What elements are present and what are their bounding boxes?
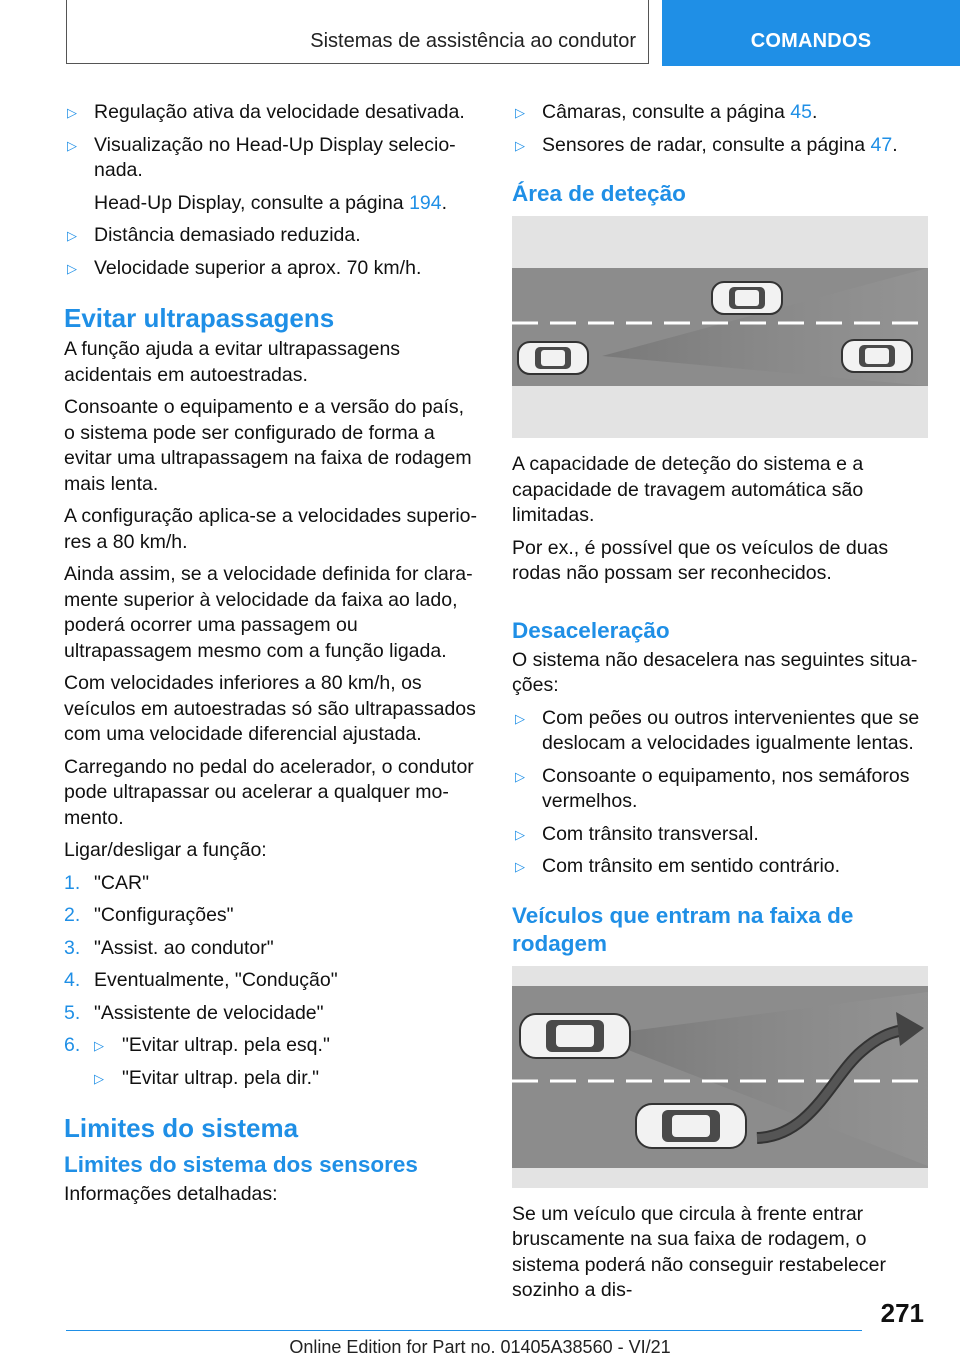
paragraph: Informações detalhadas: <box>64 1183 278 1205</box>
list-item <box>64 256 480 282</box>
paragraph: O sistema não desacelera nas seguintes situações: <box>512 648 918 696</box>
list-item <box>512 854 928 880</box>
paragraph: Consoante o equipamento e a versão do país, o sistema pode ser configurado de forma a evitar uma ultrapassagem na faixa de rodagem mais lenta. <box>64 396 472 495</box>
triangle-bullet-icon: ▷ <box>67 260 77 276</box>
triangle-bullet-icon: ▷ <box>67 105 77 120</box>
footer-divider <box>66 1330 862 1331</box>
car-icon <box>520 1014 630 1058</box>
step-number: 2. <box>64 904 81 926</box>
header-section-tab <box>662 0 960 66</box>
heading-limites-sistema: Limites do sistema <box>64 1113 299 1143</box>
triangle-bullet-icon: ▷ <box>515 768 525 784</box>
car-icon <box>518 342 588 374</box>
step-number: 5. <box>64 1001 81 1024</box>
triangle-bullet-icon: ▷ <box>515 826 525 842</box>
list-item-text: Distância demasiado reduzida. <box>94 224 361 246</box>
step-item <box>64 936 480 962</box>
nested-list-item <box>64 1066 480 1092</box>
nested-list-item <box>94 1033 480 1059</box>
list-item <box>64 223 480 249</box>
page-link[interactable]: 47 <box>870 133 893 156</box>
list-item <box>512 133 928 159</box>
list-item-text: Câmaras, consulte a página 45. <box>542 101 818 123</box>
heading-limites-sensores: Limites do sistema dos sensores <box>64 1152 418 1177</box>
triangle-bullet-icon: ▷ <box>94 1070 104 1086</box>
detection-area-illustration <box>512 216 928 438</box>
step-text: "Configurações" <box>94 904 234 926</box>
paragraph: A configuração aplica-se a velocidades superiores a 80 km/h. <box>64 505 478 553</box>
heading-evitar-ultrapassagens: Evitar ultrapassagens <box>64 303 335 333</box>
triangle-bullet-icon: ▷ <box>515 105 525 120</box>
list-item-text: Com trânsito em sentido contrário. <box>542 855 841 877</box>
cut-in-illustration <box>512 966 928 1188</box>
step-number: 3. <box>64 936 81 959</box>
triangle-bullet-icon: ▷ <box>94 1038 104 1053</box>
step-item <box>64 871 480 897</box>
paragraph: Com velocidades inferiores a 80 km/h, os veículos em autoestradas só são ultrapassados com uma velocidade diferencial ajustada. <box>64 672 476 745</box>
step-item <box>64 1033 480 1059</box>
cut-in-drawing <box>512 966 928 1188</box>
paragraph: Por ex., é possível que os veículos de duas rodas não possam ser reconhecidos. <box>512 536 889 584</box>
cross-reference: Head-Up Display, consulte a página 194. <box>94 191 448 214</box>
list-item-text: Com trânsito transversal. <box>542 822 759 845</box>
step-item <box>64 968 480 994</box>
car-icon <box>842 340 912 372</box>
paragraph: A função ajuda a evitar ultrapassagens acidentais em autoestradas. <box>64 338 401 386</box>
right-column <box>512 100 928 1311</box>
page-link[interactable]: 194 <box>409 191 442 214</box>
triangle-bullet-icon: ▷ <box>515 859 525 874</box>
heading-area-detecao: Área de deteção <box>512 181 686 206</box>
list-item-text: Regulação ativa da velocidade desativada. <box>94 101 465 123</box>
list-item-text: Consoante o equipamento, nos semáforos vermelhos. <box>542 764 910 812</box>
list-item <box>512 764 928 815</box>
paragraph: A capacidade de deteção do sistema e a capacidade de travagem automática são limitadas. <box>512 453 864 526</box>
chapter-title: Sistemas de assistência ao condutor <box>310 30 636 52</box>
step-item <box>64 1001 480 1027</box>
paragraph: Ligar/desligar a função: <box>64 839 267 861</box>
list-item <box>512 822 928 848</box>
step-number: 6. <box>64 1034 81 1056</box>
left-column <box>64 100 480 1215</box>
list-item <box>512 100 928 126</box>
heading-desaceleracao: Desaceleração <box>512 617 670 643</box>
list-item <box>64 100 480 126</box>
list-item-text: Com peões ou outros intervenientes que se deslocam a velocidades igualmente lentas. <box>542 706 920 754</box>
detection-area-drawing <box>512 216 928 438</box>
car-icon <box>712 282 782 314</box>
paragraph: Ainda assim, se a velocidade definida for claramente superior à velocidade da faixa ao lado, poderá ocorrer uma passagem ou ultrapassagem mesmo com a função ligada. <box>64 563 473 662</box>
step-number: 4. <box>64 969 81 991</box>
list-item <box>512 706 928 757</box>
triangle-bullet-icon: ▷ <box>67 137 77 153</box>
header-chapter-box <box>66 0 649 64</box>
triangle-bullet-icon: ▷ <box>67 228 77 243</box>
list-item-text: Visualização no Head-Up Display selecionada. <box>94 133 456 181</box>
paragraph: Se um veículo que circula à frente entrar bruscamente na sua faixa de rodagem, o sistema poderá não conseguir restabelecer sozinho a dis- <box>512 1202 886 1301</box>
section-title: COMANDOS <box>750 30 872 52</box>
step-text: "Assist. ao condutor" <box>94 936 274 959</box>
nested-item-text: "Evitar ultrap. pela esq." <box>122 1034 330 1056</box>
triangle-bullet-icon: ▷ <box>515 137 525 153</box>
edition-footer: Online Edition for Part no. 01405A38560 - VI/21 <box>289 1337 671 1357</box>
nested-item-text: "Evitar ultrap. pela dir." <box>122 1066 320 1089</box>
step-text: "Assistente de velocidade" <box>94 1001 324 1024</box>
step-text: Eventualmente, "Condução" <box>94 969 338 991</box>
step-text: "CAR" <box>94 871 150 894</box>
step-item <box>64 903 480 929</box>
car-icon <box>636 1104 746 1148</box>
heading-veiculos-entram: Veículos que entram na faixa de rodagem <box>512 902 854 956</box>
step-number: 1. <box>64 871 81 894</box>
list-item-text: Velocidade superior a aprox. 70 km/h. <box>94 256 422 279</box>
page-link[interactable]: 45 <box>790 101 812 123</box>
paragraph: Carregando no pedal do acelerador, o condutor pode ultrapassar ou acelerar a qualquer momento. <box>64 755 474 829</box>
page-number: 271 <box>880 1298 924 1328</box>
list-item-text: Sensores de radar, consulte a página 47. <box>542 133 898 156</box>
list-item <box>64 133 480 184</box>
triangle-bullet-icon: ▷ <box>515 710 525 726</box>
